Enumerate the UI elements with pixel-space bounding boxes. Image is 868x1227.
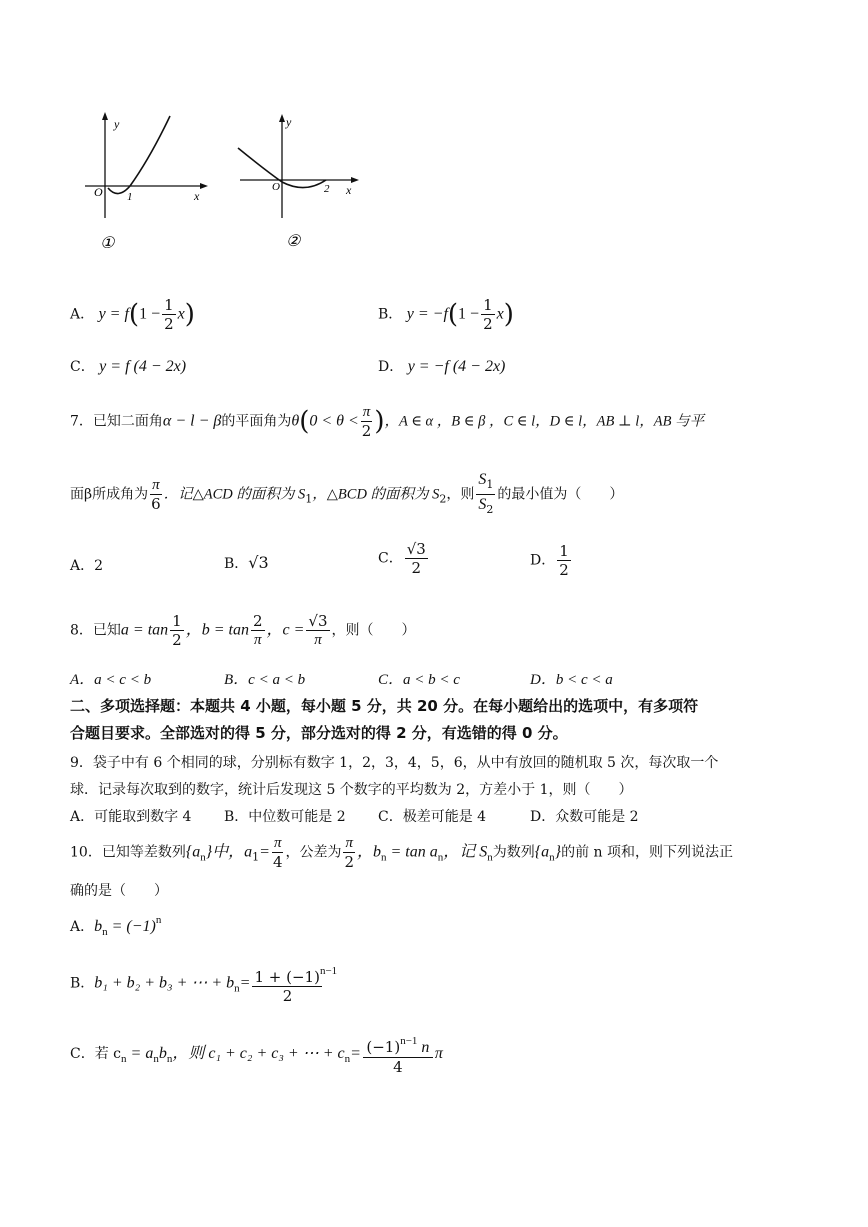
q7-option-a[interactable]: A．2 bbox=[70, 558, 104, 574]
q8-stem: 8．已知a = tan $\frac{1}{2}$ ，b = tan $\frac{2}{\pi}$ ，c = $\frac{√3}{\pi}$ ，则（ ） bbox=[70, 612, 416, 649]
q6-option-a[interactable]: A． y = f(1 − $\frac{1}{2}$ x) bbox=[70, 296, 195, 333]
q7-option-b[interactable]: B．√3 bbox=[224, 553, 269, 572]
q10-line-2: 确的是（ ） bbox=[70, 883, 168, 899]
graph1-one-label: 1 bbox=[127, 191, 133, 203]
q7-option-c[interactable]: C． $\frac{√3}{2}$ bbox=[378, 540, 426, 577]
q8-option-b[interactable]: B．c < a < b bbox=[224, 672, 306, 688]
q9-option-b[interactable]: B．中位数可能是 2 bbox=[224, 809, 346, 825]
q10-option-c[interactable]: C．若 $c_n = a_nb_n$，则 c₁ + c₂ + c₃ + ⋯ + $c_n=$ $\frac{(-1)^{n-1} n}{4}$ π bbox=[70, 1032, 443, 1076]
q8-option-a[interactable]: A．a < c < b bbox=[70, 672, 152, 688]
q10-line-1: 10．已知等差数列$\{a_n\}$中，$a_1=$ $\frac{\pi}{4}$ ，公差为 $\frac{\pi}{2}$ ，$b_n = \tan a_n$，记 $S_n$为数列$\{a_n\}$的前 n 项和，则下列说法正 bbox=[70, 835, 733, 871]
q9-line-1: 9．袋子中有 6 个相同的球，分别标有数字 1，2，3，4，5，6，从中有放回的随机取 5 次，每次取一个 bbox=[70, 755, 719, 771]
q7-line-2: 面β所成角为 $\frac{\pi}{6}$ ．记△ACD 的面积为 $S_1$，△BCD 的面积为 $S_2$，则 $\frac{S_1}{S_2}$ 的最小值为（ ） bbox=[70, 471, 624, 516]
q8-option-d[interactable]: D．b < c < a bbox=[530, 672, 613, 688]
q10-option-a[interactable]: A．$b_n = (-1)^n$ bbox=[70, 914, 162, 938]
q7-option-d[interactable]: D． $\frac{1}{2}$ bbox=[530, 542, 569, 579]
graph2-origin-label: O bbox=[272, 181, 280, 193]
graph-2 bbox=[230, 110, 370, 250]
q7-line-1: 7．已知二面角α − l − β的平面角为θ(0 < θ < $\frac{\pi}{2}$ )，A ∈ α ，B ∈ β ，C ∈ l，D ∈ l，AB ⊥ l，AB 与平 bbox=[70, 404, 705, 440]
graph2-y-label: y bbox=[286, 115, 292, 129]
q9-line-2: 球．记录每次取到的数字，统计后发现这 5 个数字的平均数为 2，方差小于 1，则（ ） bbox=[70, 782, 633, 798]
graph2-two-label: 2 bbox=[324, 183, 330, 195]
q6-option-c[interactable]: C． y = f (4 − 2x) bbox=[70, 358, 187, 375]
graph2-x-label: x bbox=[346, 183, 352, 197]
q9-option-c[interactable]: C．极差可能是 4 bbox=[378, 809, 487, 825]
q10-option-b[interactable]: B．b₁ + b₂ + b₃ + ⋯ + $b_n=$ $\frac{1 + (-1)^{n-1}}{2}$ bbox=[70, 962, 324, 1005]
graph1-label: ① bbox=[100, 235, 115, 248]
graph1-x-label: x bbox=[194, 189, 200, 203]
graph2-label: ② bbox=[286, 233, 301, 250]
graph-1 bbox=[80, 108, 210, 248]
graph1-y-label: y bbox=[114, 117, 120, 131]
q9-option-a[interactable]: A．可能取到数字 4 bbox=[70, 809, 192, 825]
q6-option-b[interactable]: B． y = −f(1 − $\frac{1}{2}$ x) bbox=[378, 296, 514, 333]
q9-option-d[interactable]: D．众数可能是 2 bbox=[530, 809, 639, 825]
q6-option-d[interactable]: D． y = −f (4 − 2x) bbox=[378, 358, 506, 375]
section2-heading-line2: 合题目要求。全部选对的得 5 分，部分选对的得 2 分，有选错的得 0 分。 bbox=[70, 724, 568, 742]
section2-heading-line1: 二、多项选择题：本题共 4 小题，每小题 5 分，共 20 分。在每小题给出的选项中，有多项符 bbox=[70, 697, 699, 715]
q8-option-c[interactable]: C．a < b < c bbox=[378, 672, 460, 688]
graph1-origin-label: O bbox=[94, 185, 103, 199]
